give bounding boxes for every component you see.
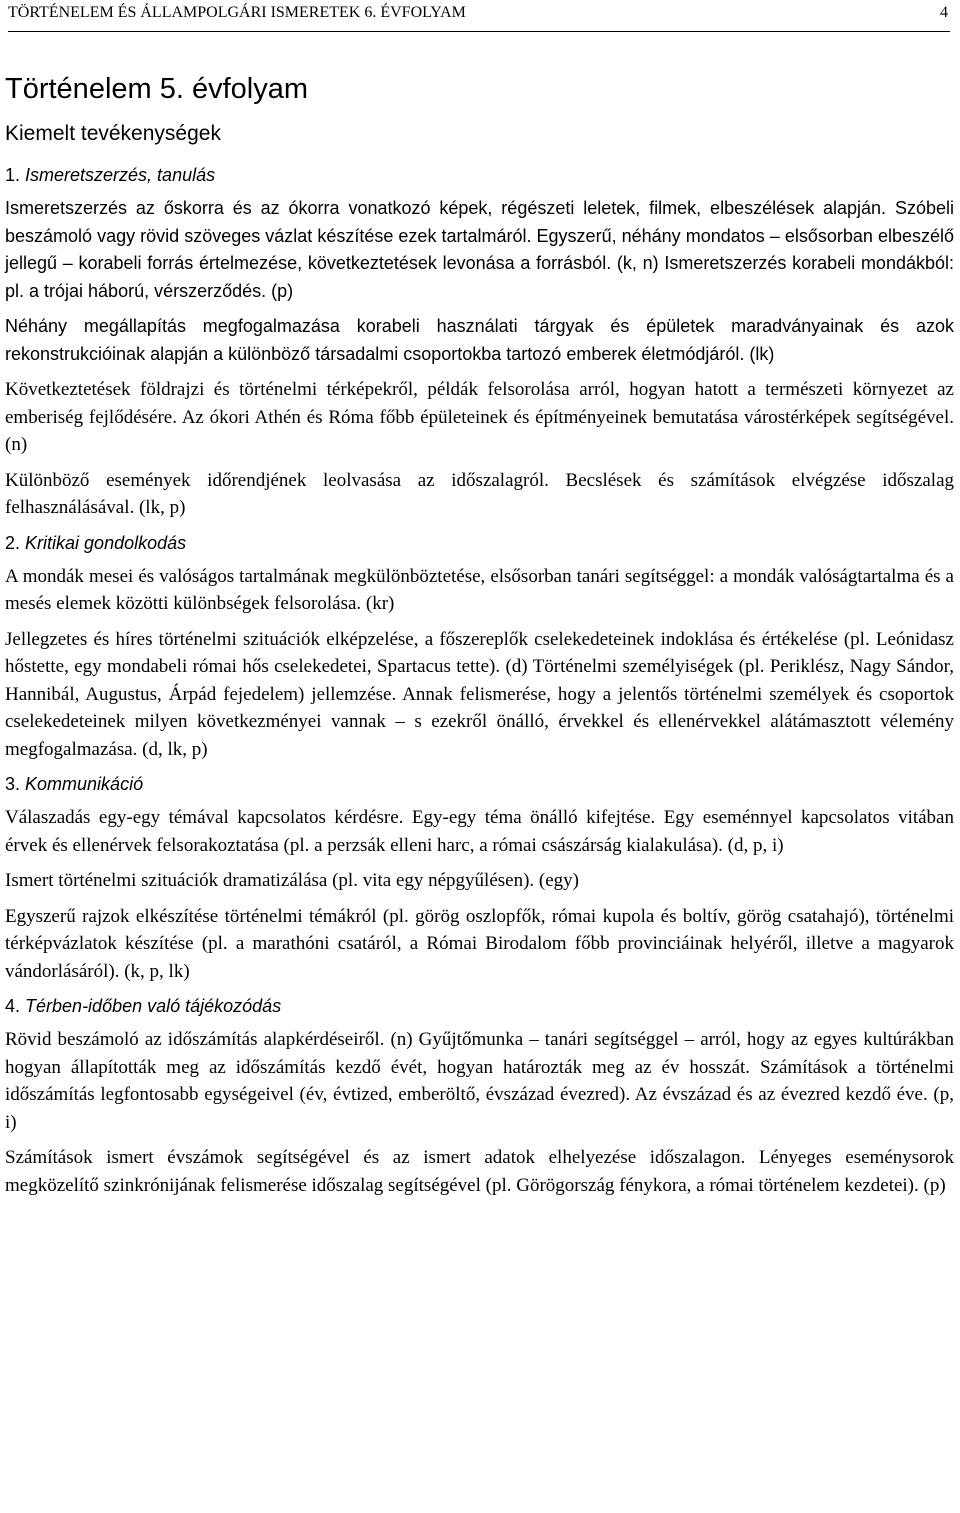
section-title: Ismeretszerzés, tanulás	[25, 165, 216, 185]
section-heading	[5, 994, 954, 1018]
paragraph: Egyszerű rajzok elkészítése történelmi témákról (pl. görög oszlopfők, római kupola és boltív, görög csatahajó), történelmi térképvázlatok készítése (pl. a marathóni csatáról, a Római Birodalom főbb provinciáinak helyéről, illetve a magyarok vándorlásáról). (k, p, lk)	[5, 905, 954, 982]
document-title: Történelem 5. évfolyam	[5, 73, 309, 105]
section-heading	[5, 163, 954, 187]
paragraph: A mondák mesei és valóságos tartalmának megkülönböztetése, elsősorban tanári segítséggel: a mondák valóságtartalma és a mesés elemek közötti különbségek felsorolása. (kr)	[5, 565, 954, 614]
paragraph: Jellegzetes és híres történelmi szituációk elképzelése, a főszereplők cselekedeteinek indoklása és értékelése (pl. Leónidasz hőstette, egy mondabeli római hős cselekedetei, Spartacus tette). (d) Történelmi személyiségek (pl. Periklész, Nagy Sándor, Hannibál, Augustus, Árpád fejedelem) jellemzése. Annak felismerése, hogy a jelentős történelmi személyek és csoportok cselekedeteinek milyen következményei vannak – s ezekről önálló, érvekkel és ellenérvekkel alátámasztott vélemény megfogalmazása. (d, lk, p)	[5, 628, 954, 760]
paragraph: Különböző események időrendjének leolvasása az időszalagról. Becslések és számítások elvégzése időszalag felhasználásával. (lk, p)	[5, 469, 954, 518]
running-header-title: TÖRTÉNELEM ÉS ÁLLAMPOLGÁRI ISMERETEK 6. ÉVFOLYAM	[8, 4, 466, 21]
paragraph: Néhány megállapítás megfogalmazása korabeli használati tárgyak és épületek maradványainak és azok rekonstrukcióinak alapján a különböző társadalmi csoportokba tartozó emberek életmódjáról. (lk)	[5, 316, 954, 364]
paragraph: Ismert történelmi szituációk dramatizálása (pl. vita egy népgyűlésen). (egy)	[5, 870, 580, 891]
paragraph: Válaszadás egy-egy témával kapcsolatos kérdésre. Egy-egy téma önálló kifejtése. Egy eseménnyel kapcsolatos vitában érvek és ellenérvek felsorakoztatása (pl. a perzsák elleni harc, a római császárság kialakulása). (d, p, i)	[5, 807, 954, 856]
paragraph: Ismeretszerzés az őskorra és az ókorra vonatkozó képek, régészeti leletek, filmek, elbeszélések alapján. Szóbeli beszámoló vagy rövid szöveges vázlat készítése ezek tartalmáról. Egyszerű, néhány mondatos – elsősorban elbeszélő jellegű – korabeli forrás értelmezése, következtetések levonása a forrásból. (k, n) Ismeretszerzés korabeli mondákból: pl. a trójai háború, vérszerződés. (p)	[5, 198, 954, 301]
document-body	[5, 70, 954, 1199]
section-title: Kritikai gondolkodás	[25, 532, 187, 553]
section-title: Kommunikáció	[25, 774, 144, 794]
section-number: 1.	[5, 165, 21, 185]
page-number: 4	[940, 4, 948, 21]
section-heading	[5, 531, 954, 555]
paragraph: Rövid beszámoló az időszámítás alapkérdéseiről. (n) Gyűjtőmunka – tanári segítséggel – arról, hogy az egyes kultúrákban hogyan állapították meg az időszámítás kezdő évét, hogyan határozták meg az év hosszát. Számítások a történelmi időszámítás legfontosabb egységeivel (év, évtized, emberöltő, évszázad évezred). Az évszázad és az évezred kezdő éve. (p, i)	[5, 1029, 954, 1133]
paragraph: Következtetések földrajzi és történelmi térképekről, példák felsorolása arról, hogyan hatott a természeti környezet az emberiség fejlődésére. Az ókori Athén és Róma főbb épületeinek és építményeinek bemutatása várostérképek segítségével. (n)	[5, 379, 954, 455]
document-subtitle: Kiemelt tevékenységek	[5, 122, 221, 145]
section-number: 2.	[5, 532, 21, 553]
section-heading	[5, 772, 954, 796]
section-number: 4.	[5, 996, 21, 1016]
paragraph: Számítások ismert évszámok segítségével és az ismert adatok elhelyezése időszalagon. Lényeges eseménysorok megközelítő szinkrónijának felismerése időszalag segítségével (pl. Görögország fénykora, a római történelem kezdetei). (p)	[5, 1147, 954, 1196]
running-header	[8, 0, 950, 32]
section-number: 3.	[5, 774, 21, 794]
section-title: Térben-időben való tájékozódás	[25, 996, 282, 1016]
